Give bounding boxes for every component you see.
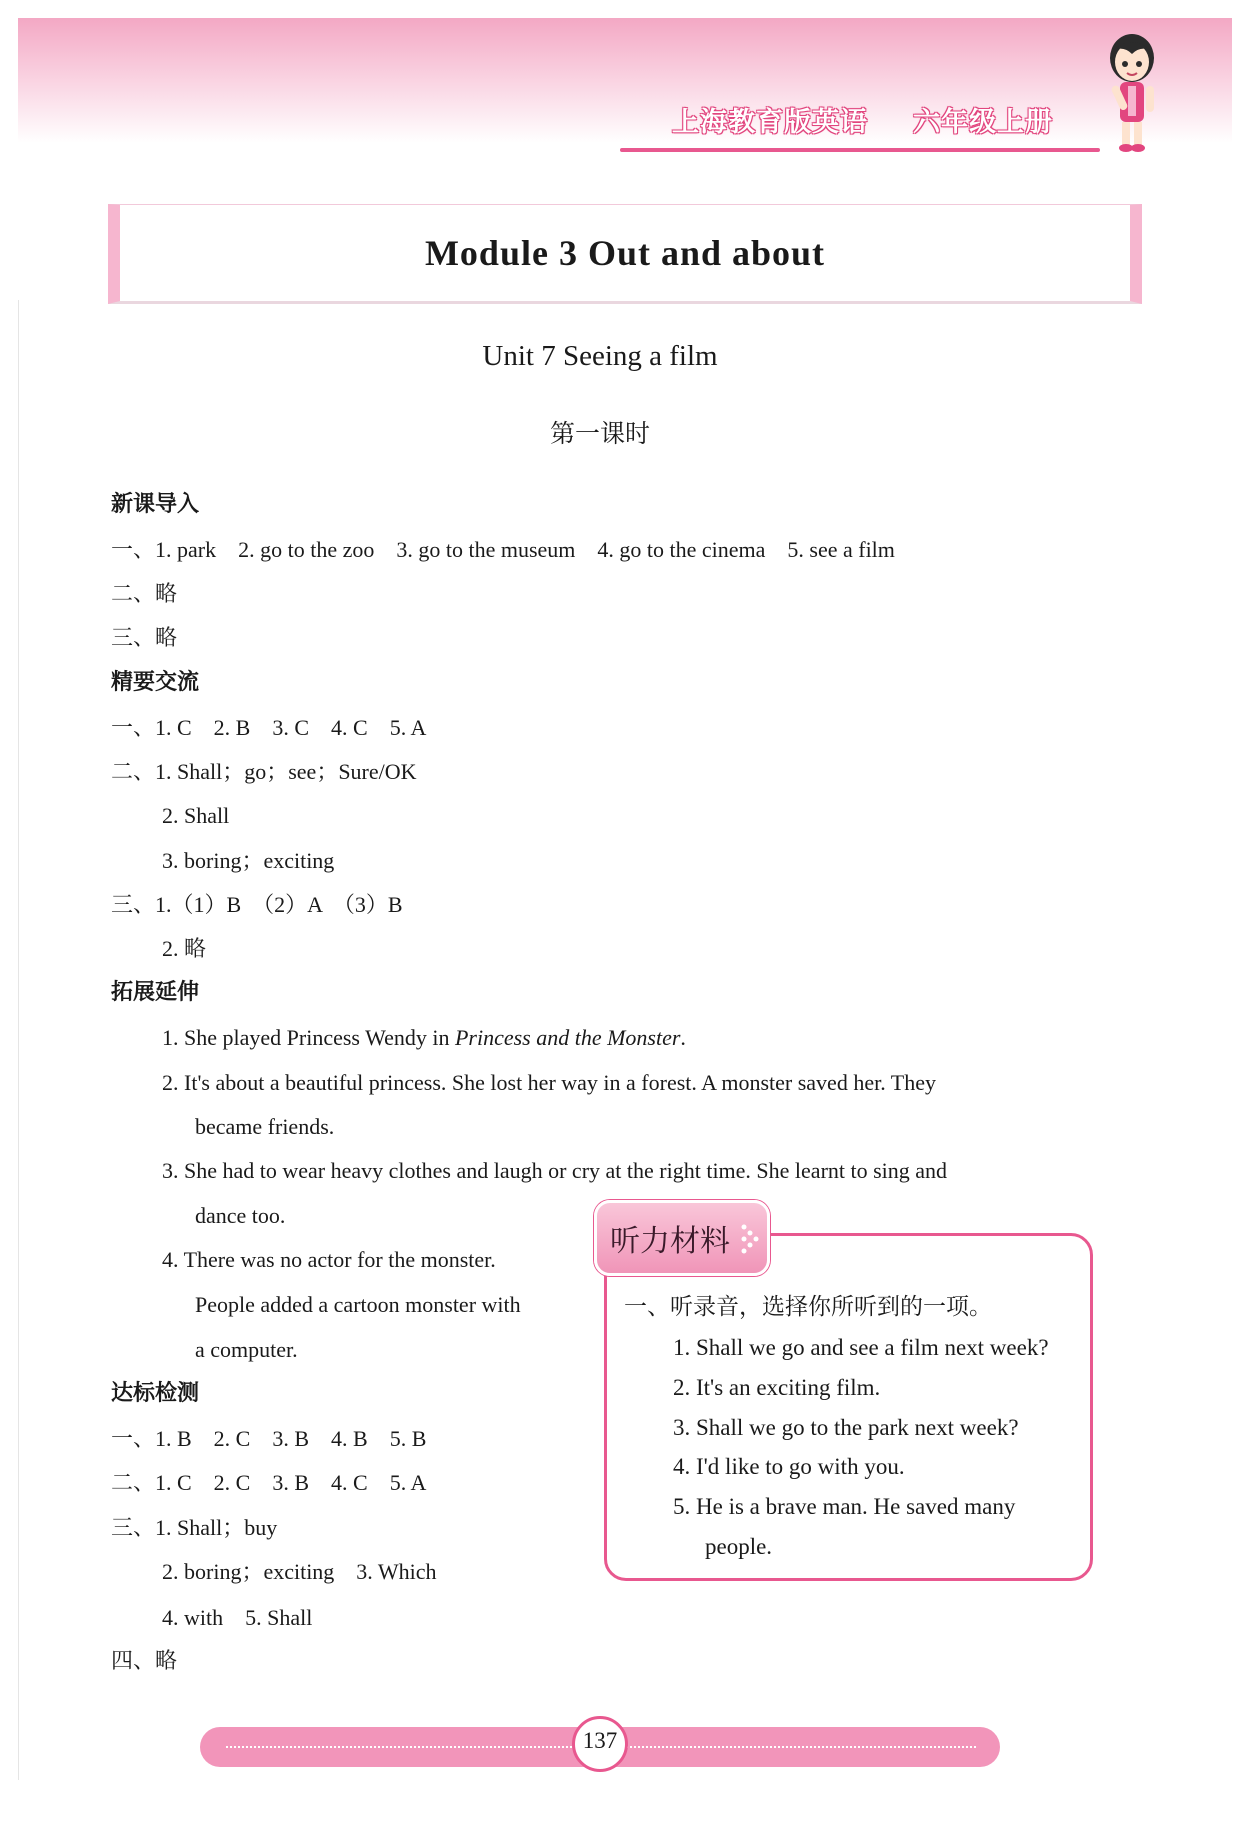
answer-line: 三、1.（1）B （2）A （3）B (111, 892, 403, 917)
answer-line: 一、1. B 2. C 3. B 4. B 5. B (111, 1426, 427, 1451)
answer-line: became friends. (195, 1114, 335, 1139)
listening-item: 2. It's an exciting film. (673, 1375, 881, 1400)
answer-line: 二、略 (111, 582, 178, 607)
answer-line (162, 1023, 686, 1053)
answer-line: 2. boring；exciting 3. Which (162, 1559, 437, 1584)
listening-tab-label: 听力材料 (610, 1224, 730, 1259)
answer-line: People added a cartoon monster with (195, 1292, 521, 1317)
listening-instruction: 一、听录音，选择你所听到的一项。 (624, 1294, 992, 1320)
film-title: Princess and the Monster (454, 1025, 681, 1050)
page-number: 137 (582, 1728, 618, 1753)
answer-line: dance too. (195, 1203, 286, 1228)
section-heading: 精要交流 (111, 670, 200, 695)
answer-line: 4. with 5. Shall (162, 1605, 313, 1630)
section-heading: 新课导入 (111, 492, 200, 517)
listening-item: 3. Shall we go to the park next week? (673, 1415, 1019, 1440)
chevron-dots-icon (738, 1219, 768, 1259)
answer-line: 2. 略 (162, 936, 207, 961)
unit-title: Unit 7 Seeing a film (482, 340, 718, 372)
answer-line: 三、略 (111, 626, 178, 651)
answer-line: 二、1. C 2. C 3. B 4. C 5. A (111, 1470, 427, 1495)
series-title: 上海教育版英语 (672, 107, 868, 138)
grade-title: 六年级上册 (913, 107, 1053, 138)
answer-text: 1. She played Princess Wendy in (162, 1025, 455, 1050)
lesson-title: 第一课时 (549, 419, 650, 448)
answer-line: 二、1. Shall；go；see；Sure/OK (111, 759, 417, 784)
section-heading: 达标检测 (111, 1381, 200, 1406)
listening-item: 4. I'd like to go with you. (673, 1454, 905, 1479)
answer-line: 3. She had to wear heavy clothes and laugh or cry at the right time. She learnt to sing and (162, 1158, 948, 1183)
answer-line: 一、1. C 2. B 3. C 4. C 5. A (111, 715, 427, 740)
answer-line: 四、略 (111, 1649, 178, 1674)
scan-edge-line (18, 300, 19, 1780)
listening-material-box (604, 1233, 1093, 1581)
answer-text: . (680, 1025, 686, 1050)
mascot-girl-illustration (1092, 28, 1172, 156)
listening-item: people. (705, 1534, 773, 1559)
listening-item: 5. He is a brave man. He saved many (673, 1494, 1016, 1519)
answer-line: a computer. (195, 1337, 298, 1362)
answer-line: 2. Shall (162, 803, 230, 828)
answer-line: 4. There was no actor for the monster. (162, 1247, 496, 1272)
answer-line: 三、1. Shall；buy (111, 1515, 278, 1540)
answer-line: 一、1. park 2. go to the zoo 3. go to the museum 4. go to the cinema 5. see a film (111, 537, 895, 562)
header-divider (620, 148, 1100, 152)
listening-item: 1. Shall we go and see a film next week? (673, 1335, 1049, 1360)
section-heading: 拓展延伸 (111, 980, 200, 1005)
module-title: Module 3 Out and about (424, 233, 826, 273)
answer-line: 3. boring；exciting (162, 848, 335, 873)
answer-line: 2. It's about a beautiful princess. She lost her way in a forest. A monster saved her. They (162, 1070, 936, 1095)
